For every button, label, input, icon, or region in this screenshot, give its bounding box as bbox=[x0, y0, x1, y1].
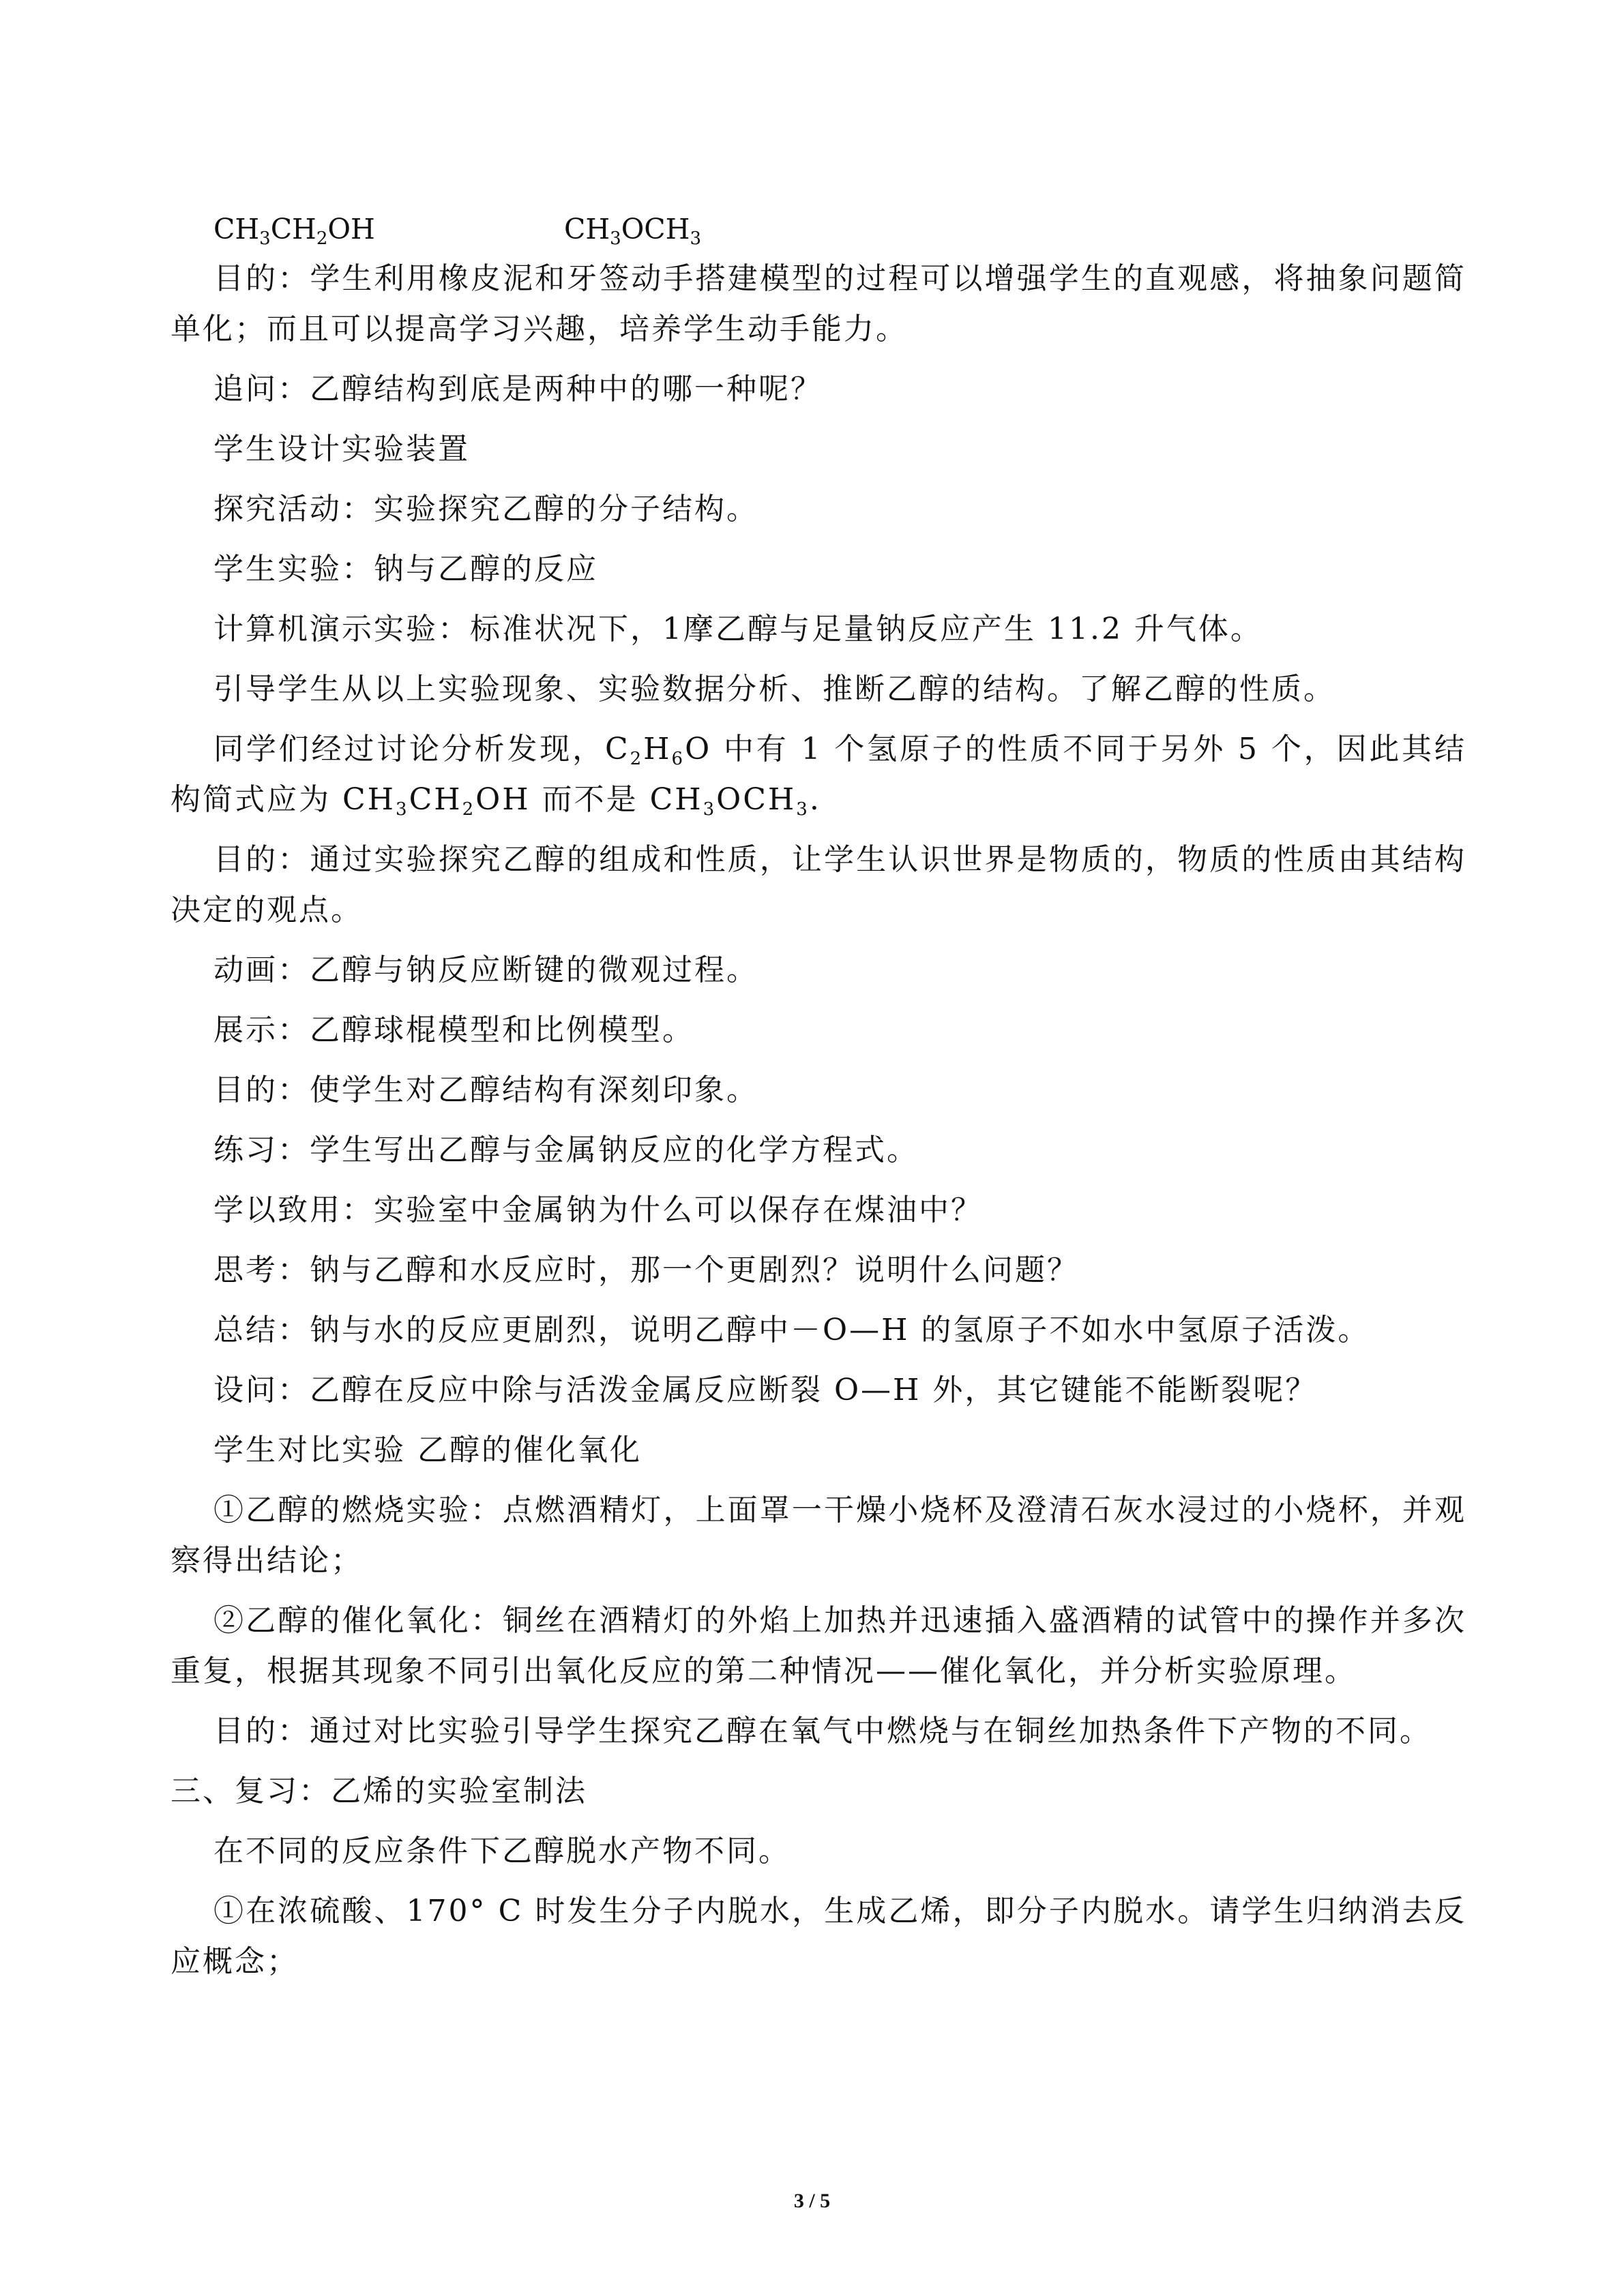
section-heading: 三、复习：乙烯的实验室制法 bbox=[171, 1774, 587, 1808]
paragraph-purpose-inquiry: 目的：通过实验探究乙醇的组成和性质，让学生认识世界是物质的，物质的性质由其结构决定的观点。 bbox=[171, 842, 1466, 927]
ethanol-formula: $CH_3CH_2OH$ bbox=[213, 213, 375, 249]
paragraph-guide-students: 引导学生从以上实验现象、实验数据分析、推断乙醇的结构。了解乙醇的性质。 bbox=[213, 672, 1335, 706]
paragraph-elimination-reaction: ①在浓硫酸、170° C 时发生分子内脱水，生成乙烯，即分子内脱水。请学生归纳消去反应概念； bbox=[171, 1894, 1466, 1979]
paragraph-purpose-comparison: 目的：通过对比实验引导学生探究乙醇在氧气中燃烧与在铜丝加热条件下产物的不同。 bbox=[213, 1714, 1432, 1748]
paragraph-question: 设问：乙醇在反应中除与活泼金属反应断裂 O—H 外，其它键能不能断裂呢？ bbox=[213, 1373, 1318, 1407]
paragraph-display-models: 展示：乙醇球棍模型和比例模型。 bbox=[213, 1013, 694, 1047]
paragraph-dehydration-products: 在不同的反应条件下乙醇脱水产物不同。 bbox=[213, 1834, 791, 1868]
paragraph-summary: 总结：钠与水的反应更剧烈，说明乙醇中－O—H 的氢原子不如水中氢原子活泼。 bbox=[213, 1313, 1370, 1347]
paragraph-exercise: 练习：学生写出乙醇与金属钠反应的化学方程式。 bbox=[213, 1133, 919, 1167]
paragraph-inquiry-activity: 探究活动：实验探究乙醇的分子结构。 bbox=[213, 492, 758, 526]
paragraph-student-design: 学生设计实验装置 bbox=[213, 432, 470, 466]
paragraph-combustion-experiment: ①乙醇的燃烧实验：点燃酒精灯，上面罩一干燥小烧杯及澄清石灰水浸过的小烧杯，并观察得出结论； bbox=[171, 1493, 1466, 1578]
paragraph-follow-up-question: 追问：乙醇结构到底是两种中的哪一种呢？ bbox=[213, 372, 823, 406]
paragraph-purpose-impression: 目的：使学生对乙醇结构有深刻印象。 bbox=[213, 1073, 758, 1107]
paragraph-purpose-model: 目的：学生利用橡皮泥和牙签动手搭建模型的过程可以增强学生的直观感，将抽象问题简单化；而且可以提高学习兴趣，培养学生动手能力。 bbox=[171, 261, 1466, 346]
formula-row bbox=[171, 205, 1466, 254]
paragraph-student-experiment: 学生实验：钠与乙醇的反应 bbox=[213, 552, 598, 586]
paragraph-think: 思考：钠与乙醇和水反应时，那一个更剧烈？说明什么问题？ bbox=[213, 1253, 1079, 1287]
paragraph-application: 学以致用：实验室中金属钠为什么可以保存在煤油中？ bbox=[213, 1193, 983, 1227]
paragraph-catalytic-oxidation: ②乙醇的催化氧化：铜丝在酒精灯的外焰上加热并迅速插入盛酒精的试管中的操作并多次重复，根据其现象不同引出氧化反应的第二种情况——催化氧化，并分析实验原理。 bbox=[171, 1603, 1466, 1688]
paragraph-comparison-experiment: 学生对比实验 乙醇的催化氧化 bbox=[213, 1433, 642, 1467]
paragraph-computer-demo: 计算机演示实验：标准状况下，1摩乙醇与足量钠反应产生 11.2 升气体。 bbox=[213, 612, 1263, 646]
dimethyl-ether-formula: $CH_3OCH_3$ bbox=[564, 213, 701, 249]
paragraph-discovery: 同学们经过讨论分析发现，$C_2H_6O$ 中有 1 个氢原子的性质不同于另外 5 个，因此其结构简式应为 $CH_3CH_2OH$ 而不是 $CH_3OCH_3$. bbox=[171, 732, 1466, 820]
paragraph-animation: 动画：乙醇与钠反应断键的微观过程。 bbox=[213, 953, 758, 987]
document-body bbox=[171, 205, 1466, 1987]
page-number: 3 / 5 bbox=[793, 2190, 831, 2212]
